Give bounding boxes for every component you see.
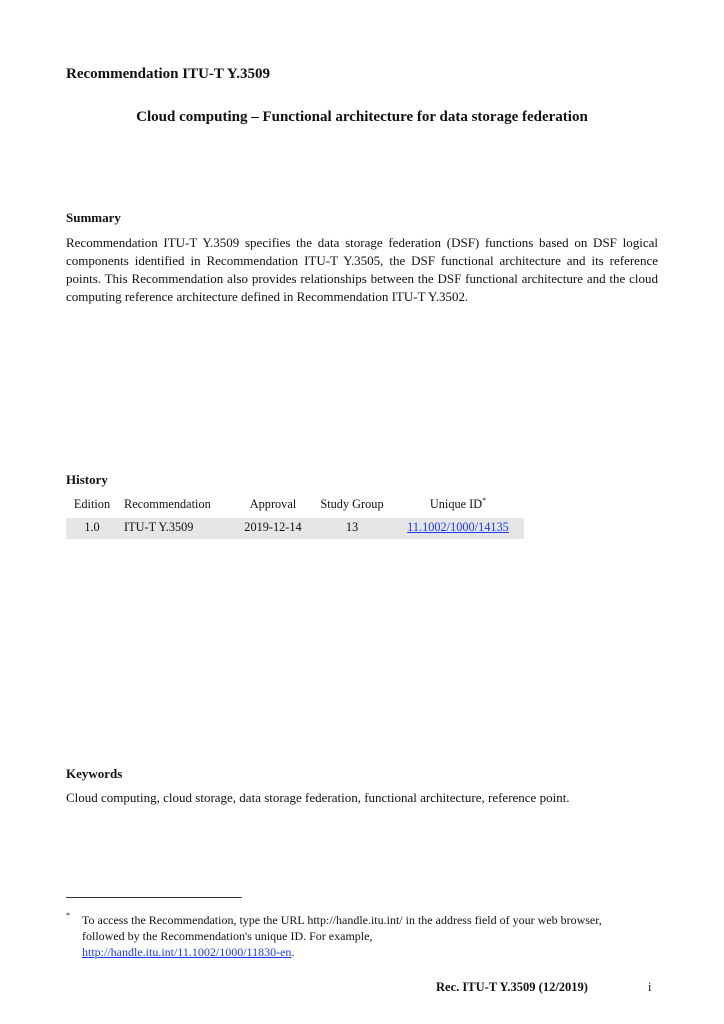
unique-id-cell — [392, 518, 524, 539]
footnote-example-link[interactable]: http://handle.itu.int/11.1002/1000/11830-en — [82, 945, 292, 959]
edition-cell: 1.0 — [66, 518, 118, 539]
footnote-marker: * — [482, 496, 487, 505]
summary-text: Recommendation ITU-T Y.3509 specifies the data storage federation (DSF) functions based on DSF logical components identified in Recommendation ITU-T Y.3505, the DSF functional architecture and its reference points. This Recommendation also provides relationships between the DSF functional architecture and the cloud computing reference architecture defined in Recommendation ITU-T Y.3502. — [66, 235, 658, 304]
footnote-body: To access the Recommendation, type the URL http://handle.itu.int/ in the address field of your web browser, followed by the Recommendation's unique ID. For example, — [82, 913, 602, 943]
unique-id-link[interactable]: 11.1002/1000/14135 — [407, 520, 509, 534]
column-header-recommendation: Recommendation — [124, 497, 211, 511]
summary-heading: Summary — [66, 210, 121, 225]
recommendation-cell: ITU-T Y.3509 — [118, 518, 234, 539]
history-table — [66, 497, 524, 539]
footer-label: Rec. ITU-T Y.3509 (12/2019) — [436, 980, 588, 994]
table-row — [66, 518, 524, 539]
footnote-end: . — [291, 945, 295, 959]
history-header-row — [66, 497, 524, 518]
study-group-cell: 13 — [312, 518, 392, 539]
keywords-text: Cloud computing, cloud storage, data storage federation, functional architecture, reference point. — [66, 790, 570, 805]
page-number: i — [648, 980, 652, 994]
keywords-heading: Keywords — [66, 766, 123, 781]
column-header-unique-id — [392, 497, 524, 518]
recommendation-title: Recommendation ITU-T Y.3509 — [66, 66, 271, 82]
footnote-text — [82, 912, 642, 960]
unique-id-label: Unique ID — [429, 497, 483, 511]
column-header-study-group: Study Group — [320, 497, 384, 511]
history-heading: History — [66, 472, 108, 487]
column-header-approval: Approval — [249, 497, 297, 511]
footnote-mark: * — [66, 911, 70, 920]
approval-cell: 2019-12-14 — [234, 518, 312, 539]
footnote-divider — [66, 897, 242, 898]
column-header-edition: Edition — [73, 497, 111, 511]
document-subtitle: Cloud computing – Functional architecture for data storage federation — [136, 109, 588, 125]
